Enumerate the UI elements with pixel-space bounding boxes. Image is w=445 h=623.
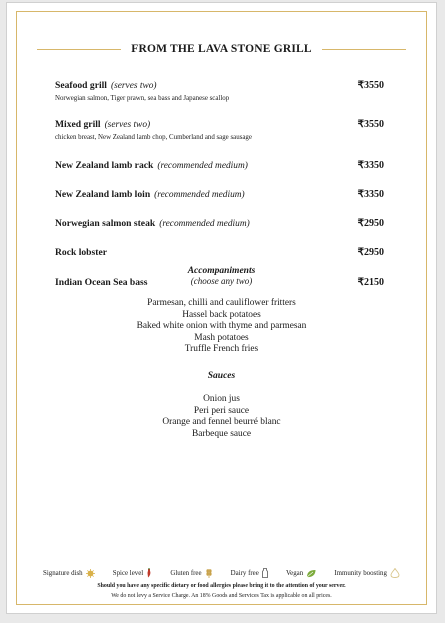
section-heading (37, 43, 406, 55)
legend-spice (113, 568, 152, 578)
item-name: Norwegian salmon steak (55, 218, 156, 229)
item-description: chicken breast, New Zealand lamb chop, Cumberland and sage sausage (55, 134, 252, 141)
legend-label: Gluten free (170, 569, 202, 577)
accompaniment-item: Parmesan, chilli and cauliflower fritters (147, 298, 296, 308)
leaf-icon (306, 569, 316, 578)
section-title: FROM THE LAVA STONE GRILL (131, 43, 312, 55)
signature-dish-icon (86, 569, 95, 578)
sauce-item: Onion jus (203, 394, 240, 404)
border-right (426, 11, 427, 605)
item-price: ₹2950 (357, 247, 384, 258)
item-title (55, 242, 107, 260)
legend-label: Vegan (285, 569, 304, 577)
item-title (55, 155, 248, 173)
accompaniment-item: Mash potatoes (194, 332, 249, 343)
menu-item (55, 155, 384, 173)
item-price: ₹2950 (357, 218, 384, 229)
sauce-item: Peri peri sauce (193, 405, 250, 416)
sauce-item: Orange and fennel beurré blanc (162, 417, 281, 427)
accompaniment-item: Hassel back potatoes (182, 309, 261, 320)
accompaniments-section (17, 266, 426, 356)
item-note: (recommended medium) (159, 219, 250, 229)
accompaniments-title: Accompaniments (187, 266, 256, 276)
item-description: Norwegian salmon, Tiger prawn, sea bass and Japanese scallop (55, 95, 230, 102)
sauce-item: Barbeque sauce (191, 428, 252, 439)
item-name: New Zealand lamb rack (55, 160, 154, 171)
item-title (55, 114, 150, 132)
accompaniment-item: Baked white onion with thyme and parmesan (136, 321, 307, 331)
menu-items (55, 75, 384, 290)
item-note: (recommended medium) (154, 190, 245, 200)
accompaniments-subtitle: (choose any two) (190, 276, 253, 286)
legend-dairy-free (231, 568, 268, 578)
item-name: Indian Ocean Sea bass (55, 277, 148, 288)
menu-item (55, 242, 384, 260)
dietary-legend (43, 568, 400, 578)
item-price: ₹3550 (357, 80, 384, 91)
item-name: Seafood grill (55, 80, 107, 91)
border-top (16, 11, 427, 12)
heading-rule-right (322, 49, 406, 50)
menu-item (55, 75, 384, 102)
item-title (55, 184, 245, 202)
item-title (55, 213, 250, 231)
heading-rule-left (37, 49, 121, 50)
menu-page (6, 2, 437, 614)
item-note: (serves two) (110, 81, 157, 91)
menu-item (55, 184, 384, 202)
legend-label: Spice level (112, 569, 144, 577)
item-name: Rock lobster (55, 247, 107, 258)
legend-vegan (286, 569, 316, 578)
legend-gluten-free (170, 568, 212, 578)
border-bottom (16, 604, 427, 605)
item-name: Mixed grill (55, 119, 101, 130)
legend-label: Dairy free (230, 569, 259, 577)
item-price: ₹2150 (357, 277, 384, 288)
item-price: ₹3550 (357, 119, 384, 130)
chilli-icon (146, 568, 152, 578)
item-note: (recommended medium) (157, 161, 248, 171)
legend-label: Signature dish (43, 569, 83, 577)
item-price: ₹3350 (357, 160, 384, 171)
item-note: (serves two) (104, 120, 151, 130)
menu-item (55, 114, 384, 141)
legend-immunity (334, 568, 400, 578)
accompaniment-item: Truffle French fries (184, 344, 259, 354)
legend-label: Immunity boosting (334, 569, 387, 577)
immunity-icon (390, 568, 400, 578)
charges-note: We do not levy a Service Charge. An 18% Goods and Services Tax is applicable on all prices. (111, 593, 332, 599)
dairy-free-icon (262, 568, 268, 578)
item-name: New Zealand lamb loin (55, 189, 151, 200)
legend-signature (43, 569, 95, 578)
item-price: ₹3350 (357, 189, 384, 200)
allergy-note: Should you have any specific dietary or food allergies please bring it to the attention of your server. (97, 583, 346, 589)
sauces-title: Sauces (207, 371, 236, 381)
gluten-free-icon (205, 568, 213, 578)
sauces-section (17, 371, 426, 440)
menu-item (55, 213, 384, 231)
item-title (55, 75, 157, 93)
